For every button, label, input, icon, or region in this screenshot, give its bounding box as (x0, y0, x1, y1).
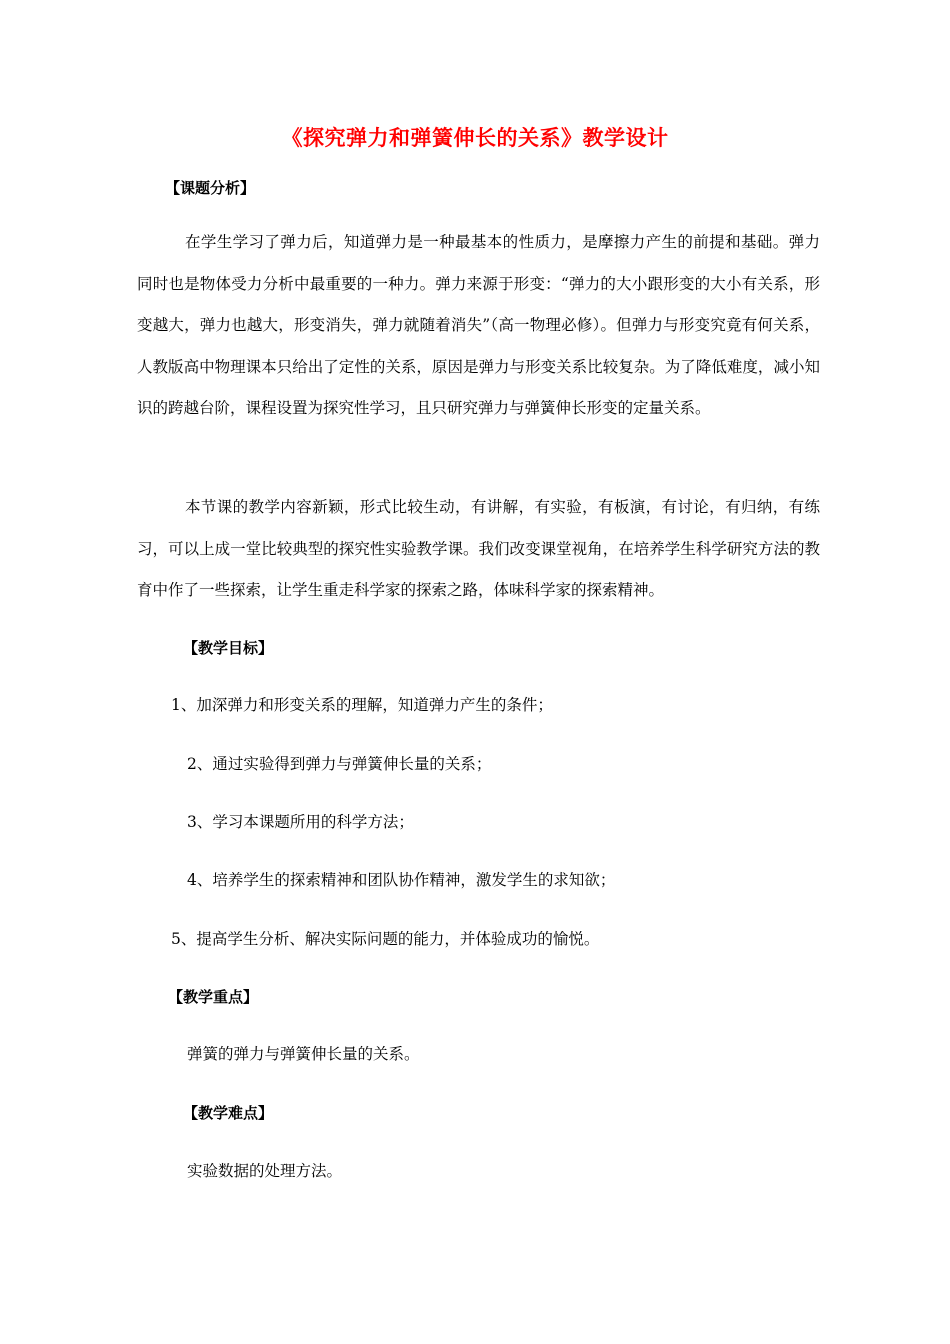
heading-analysis: 【课题分析】 (165, 179, 256, 197)
goal-item-5: 5、提高学生分析、解决实际问题的能力，并体验成功的愉悦。 (171, 930, 600, 948)
heading-difficulty: 【教学难点】 (183, 1104, 274, 1122)
difficulty-text: 实验数据的处理方法。 (187, 1162, 343, 1180)
analysis-paragraph-1: 在学生学习了弹力后，知道弹力是一种最基本的性质力，是摩擦力产生的前提和基础。弹力同时也是物体受力分析中最重要的一种力。弹力来源于形变：“弹力的大小跟形变的大小有关系，形变越大，弹力也越大，形变消失，弹力就随着消失”（高一物理必修）。但弹力与形变究竟有何关系，人教版高中物理课本只给出了定性的关系，原因是弹力与形变关系比较复杂。为了降低难度，减小知识的跨越台阶，课程设置为探究性学习，且只研究弹力与弹簧伸长形变的定量关系。 (137, 233, 820, 417)
goal-item-4: 4、培养学生的探索精神和团队协作精神，激发学生的求知欲； (187, 871, 616, 889)
heading-goals: 【教学目标】 (183, 639, 274, 657)
analysis-paragraph-2: 本节课的教学内容新颖，形式比较生动，有讲解，有实验，有板演，有讨论，有归纳，有练习，可以上成一堂比较典型的探究性实验教学课。我们改变课堂视角，在培养学生科学研究方法的教育中作了一些探索，让学生重走科学家的探索之路，体味科学家的探索精神。 (137, 498, 820, 599)
goal-item-1: 1、加深弹力和形变关系的理解，知道弹力产生的条件； (171, 696, 553, 714)
key-point-text: 弹簧的弹力与弹簧伸长量的关系。 (187, 1045, 420, 1063)
goal-item-2: 2、通过实验得到弹力与弹簧伸长量的关系； (187, 755, 492, 773)
document-title: 《探究弹力和弹簧伸长的关系》教学设计 (281, 126, 669, 150)
goal-item-3: 3、学习本课题所用的科学方法； (187, 813, 414, 831)
heading-key-point: 【教学重点】 (168, 988, 259, 1006)
